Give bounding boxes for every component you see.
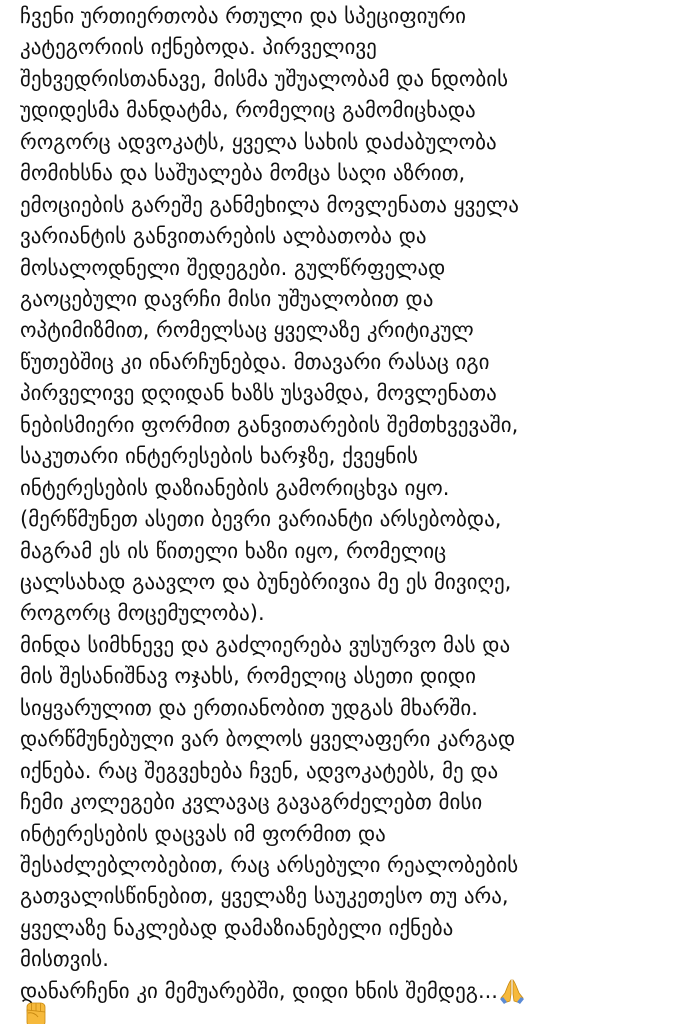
post-line: შეხვედრისთანავე, მისმა უშუალობამ და ნდობის bbox=[20, 67, 509, 91]
post-line: პირველივე დღიდან ხაზს უსვამდა, მოვლენათა bbox=[20, 381, 497, 405]
post-line: კატეგორიის იქნებოდა. პირველივე bbox=[20, 35, 377, 59]
post-line: ემოციების გარეშე განმეხილა მოვლენათა ყველა bbox=[20, 193, 519, 217]
post-line: გაოცებული დავრჩი მისი უშუალობით და bbox=[20, 287, 434, 311]
post-line: გათვალისწინებით, ყველაზე საუკეთესო თუ არა, bbox=[20, 884, 509, 908]
post-line: დარწმუნებული ვარ ბოლოს ყველაფერი კარგად bbox=[20, 727, 516, 751]
post-line: სიყვარულით და ერთიანობით უდგას მხარში. bbox=[20, 696, 478, 720]
post-line: როგორც მოცემულობა). bbox=[20, 601, 265, 625]
post-line: ინტერესების დაზიანების გამორიცხვა იყო. bbox=[20, 476, 450, 500]
post-line: იქნება. რაც შეგვეხება ჩვენ, ადვოკატებს, მე და bbox=[20, 759, 499, 783]
post-line: ვარიანტის განვითარების ალბათობა და bbox=[20, 224, 427, 248]
post-body bbox=[20, 0, 670, 1024]
post-line: მინდა სიმხნევე და გაძლიერება ვუსურვო მას და bbox=[20, 633, 511, 657]
post-line: მომიხსნა და საშუალება მომცა საღი აზრით, bbox=[20, 161, 466, 185]
post-line: უდიდესმა მანდატმა, რომელიც გამომიცხადა bbox=[20, 98, 476, 122]
raised-fist-icon bbox=[22, 1000, 50, 1024]
post-line: საკუთარი ინტერესების ხარჯზე, ქვეყნის bbox=[20, 444, 418, 468]
post-line: როგორც ადვოკატს, ყველა სახის დაძაბულობა bbox=[20, 130, 497, 154]
folded-hands-icon bbox=[498, 976, 526, 1006]
post-line: მისთვის. bbox=[20, 947, 109, 971]
post-line-text: დანარჩენი კი მემუარებში, დიდი ხნის შემდეგ... bbox=[20, 979, 498, 1003]
post-line-last bbox=[20, 976, 526, 1006]
post-line: წუთებშიც კი ინარჩუნებდა. მთავარი რასაც იგი bbox=[20, 350, 490, 374]
post-line: (მერწმუნეთ ასეთი ბევრი ვარიანტი არსებობდა, bbox=[20, 507, 502, 531]
post-line-emoji bbox=[22, 1000, 50, 1024]
post-line: მოსალოდნელი შედეგები. გულწრფელად bbox=[20, 256, 446, 280]
post-line: ჩვენი ურთიერთობა რთული და სპეციფიური bbox=[20, 4, 467, 28]
post-line: ოპტიმიზმით, რომელსაც ყველაზე კრიტიკულ bbox=[20, 318, 474, 342]
post-line: ცალსახად გაავლო და ბუნებრივია მე ეს მივიღე, bbox=[20, 570, 512, 594]
post-line: ჩემი კოლეგები კვლავაც გავაგრძელებთ მისი bbox=[20, 790, 483, 814]
post-line: ინტერესების დაცვას იმ ფორმით და bbox=[20, 822, 386, 846]
post-line: შესაძლებლობებით, რაც არსებული რეალობების bbox=[20, 853, 519, 877]
post-line: მაგრამ ეს ის წითელი ხაზი იყო, რომელიც bbox=[20, 539, 447, 563]
post-line: ნებისმიერი ფორმით განვითარების შემთხვევაში, bbox=[20, 413, 519, 437]
post-line: მის შესანიშნავ ოჯახს, რომელიც ასეთი დიდი bbox=[20, 664, 476, 688]
post-line: ყველაზე ნაკლებად დამაზიანებელი იქნება bbox=[20, 916, 454, 940]
